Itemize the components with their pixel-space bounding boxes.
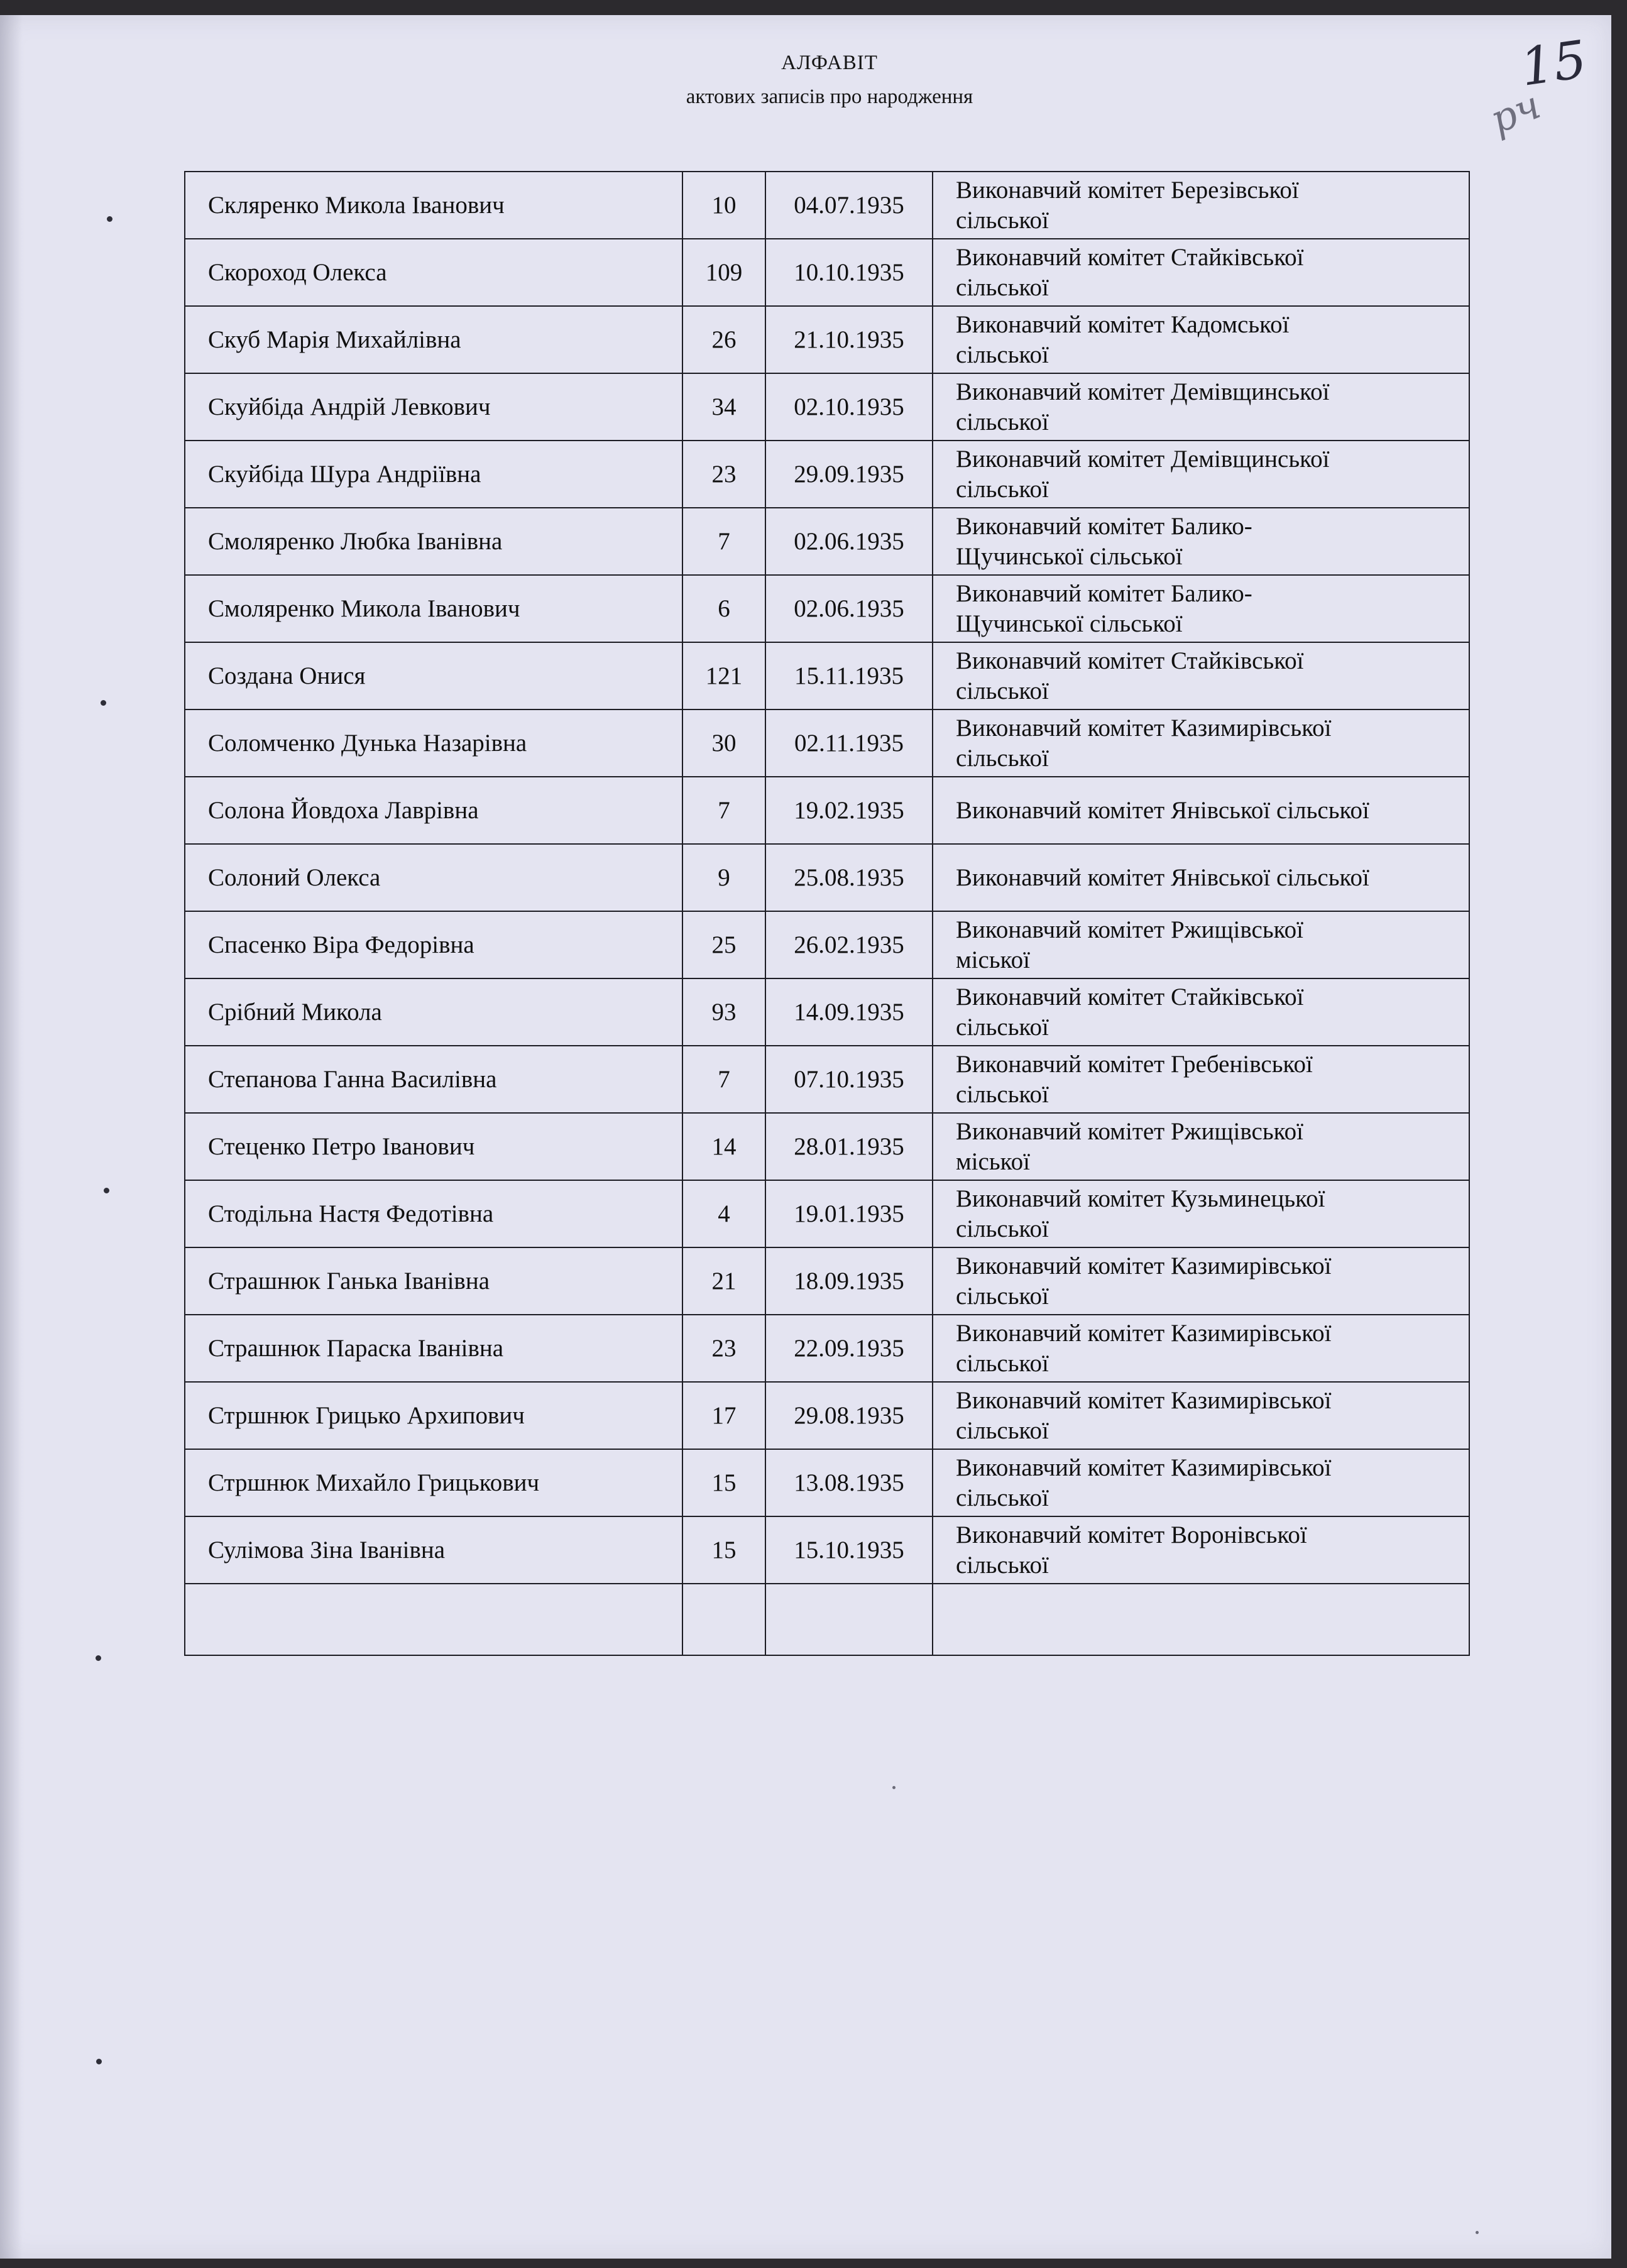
registry-office-cell [933, 1516, 1469, 1584]
record-number-cell [682, 1180, 765, 1247]
empty-cell [933, 1584, 1469, 1655]
record-number: 15 [711, 1536, 737, 1564]
punch-hole-mark [96, 1655, 101, 1661]
table-row [185, 642, 1469, 709]
paper-speck [892, 1786, 896, 1789]
record-date-cell [765, 1046, 933, 1113]
record-number: 23 [711, 460, 737, 488]
table-row [185, 1247, 1469, 1315]
table-row [185, 1516, 1469, 1584]
record-number-cell [682, 1247, 765, 1315]
record-date: 19.02.1935 [794, 796, 904, 824]
person-name: Стеценко Петро Іванович [208, 1132, 475, 1160]
table-row [185, 911, 1469, 978]
record-number: 25 [711, 931, 737, 958]
registry-office-cell [933, 1449, 1469, 1516]
record-date: 26.02.1935 [794, 931, 904, 958]
registry-office-line-2: Щучинської сільської [956, 610, 1183, 637]
registry-office-line-1: Виконавчий комітет Казимирівської [956, 714, 1332, 742]
person-name: Скуйбіда Андрій Левкович [208, 393, 491, 420]
record-number: 109 [705, 258, 743, 286]
record-number-cell [682, 1046, 765, 1113]
record-date: 02.10.1935 [794, 393, 904, 420]
person-name: Смоляренко Микола Іванович [208, 594, 520, 622]
person-name: Скороход Олекса [208, 258, 387, 286]
table-row [185, 441, 1469, 508]
table-row [185, 1180, 1469, 1247]
person-name-cell [185, 1247, 682, 1315]
record-date: 02.06.1935 [794, 594, 904, 622]
registry-office-line-2: сільської [956, 1282, 1049, 1310]
person-name-cell [185, 508, 682, 575]
record-number-cell [682, 777, 765, 844]
registry-office-cell [933, 978, 1469, 1046]
record-date-cell [765, 1180, 933, 1247]
person-name-cell [185, 1449, 682, 1516]
record-date: 15.11.1935 [794, 662, 904, 689]
record-date: 02.06.1935 [794, 527, 904, 555]
punch-hole-mark [104, 1188, 109, 1193]
punch-hole-mark [107, 216, 112, 222]
registry-office-line-2: сільської [956, 1551, 1049, 1579]
table-row [185, 172, 1469, 239]
registry-office-cell [933, 1382, 1469, 1449]
registry-office-line-2: сільської [956, 341, 1049, 368]
record-number-cell [682, 709, 765, 777]
record-number: 26 [711, 326, 737, 353]
person-name: Солоний Олекса [208, 863, 381, 891]
person-name-cell [185, 441, 682, 508]
record-number-cell [682, 172, 765, 239]
registry-office-line-1: Виконавчий комітет Кузьминецької [956, 1185, 1325, 1212]
record-date: 04.07.1935 [794, 191, 904, 219]
registry-office-cell [933, 709, 1469, 777]
record-number-cell [682, 508, 765, 575]
registry-office-line-2: сільської [956, 1416, 1049, 1444]
empty-table-row [185, 1584, 1469, 1655]
person-name: Смоляренко Любка Іванівна [208, 527, 503, 555]
record-date-cell [765, 373, 933, 441]
record-number-cell [682, 441, 765, 508]
record-number-cell [682, 575, 765, 642]
handwritten-archive-mark: рч [1484, 81, 1547, 143]
record-date-cell [765, 777, 933, 844]
registry-office-line-1: Виконавчий комітет Гребенівської [956, 1050, 1313, 1078]
table-row [185, 1449, 1469, 1516]
registry-office-line-2: сільської [956, 744, 1049, 772]
registry-office-line-2: сільської [956, 475, 1049, 503]
table-row [185, 1113, 1469, 1180]
registry-office-cell [933, 441, 1469, 508]
handwritten-page-number: 15 [1516, 30, 1591, 98]
registry-office-line-1: Виконавчий комітет Стайківської [956, 243, 1304, 271]
record-date: 29.08.1935 [794, 1401, 904, 1429]
person-name-cell [185, 777, 682, 844]
registry-office-line-2: сільської [956, 206, 1049, 234]
person-name: Стршнюк Грицько Архипович [208, 1401, 525, 1429]
record-date-cell [765, 1113, 933, 1180]
record-number: 7 [718, 796, 730, 824]
table-row [185, 373, 1469, 441]
registry-office-line-1: Виконавчий комітет Демівщинської [956, 378, 1330, 405]
table-row [185, 1315, 1469, 1382]
registry-office-cell [933, 911, 1469, 978]
person-name-cell [185, 1315, 682, 1382]
empty-cell [682, 1584, 765, 1655]
record-number: 4 [718, 1200, 730, 1227]
document-page [0, 15, 1611, 2259]
record-date-cell [765, 441, 933, 508]
registry-office-line-2: Щучинської сільської [956, 542, 1183, 570]
document-title: АЛФАВІТ [781, 52, 878, 74]
record-date-cell [765, 1449, 933, 1516]
birth-records-table [184, 171, 1470, 1656]
record-date-cell [765, 911, 933, 978]
registry-office-cell [933, 1247, 1469, 1315]
record-number: 10 [711, 191, 737, 219]
record-number-cell [682, 911, 765, 978]
registry-office-line-2: міської [956, 1148, 1030, 1175]
record-date: 14.09.1935 [794, 998, 904, 1026]
record-date-cell [765, 978, 933, 1046]
record-number-cell [682, 1315, 765, 1382]
record-number-cell [682, 1382, 765, 1449]
registry-office-cell [933, 642, 1469, 709]
record-number-cell [682, 306, 765, 373]
registry-office-line-1: Виконавчий комітет Балико- [956, 579, 1252, 607]
registry-office-cell [933, 1113, 1469, 1180]
registry-office-line-2: сільської [956, 1484, 1049, 1511]
record-number: 21 [711, 1267, 737, 1295]
paper-speck [1476, 2231, 1479, 2234]
record-date: 21.10.1935 [794, 326, 904, 353]
person-name: Стодільна Настя Федотівна [208, 1200, 494, 1227]
registry-office-line-2: сільської [956, 1215, 1049, 1242]
record-number: 14 [711, 1132, 737, 1160]
record-number-cell [682, 1516, 765, 1584]
record-date-cell [765, 642, 933, 709]
registry-office-cell [933, 1315, 1469, 1382]
table-row [185, 709, 1469, 777]
record-date-cell [765, 1247, 933, 1315]
record-date-cell [765, 172, 933, 239]
person-name: Степанова Ганна Василівна [208, 1065, 497, 1093]
person-name-cell [185, 642, 682, 709]
person-name-cell [185, 239, 682, 306]
record-number-cell [682, 1449, 765, 1516]
record-date: 22.09.1935 [794, 1334, 904, 1362]
table-row [185, 1382, 1469, 1449]
registry-office-line-2: міської [956, 946, 1030, 973]
punch-hole-mark [101, 700, 106, 706]
registry-office-cell [933, 1046, 1469, 1113]
page-edge-shadow [0, 15, 23, 2259]
person-name-cell [185, 373, 682, 441]
person-name-cell [185, 1516, 682, 1584]
registry-office-line-1: Виконавчий комітет Балико- [956, 512, 1252, 540]
registry-office-line-1: Виконавчий комітет Казимирівської [956, 1252, 1332, 1279]
record-date-cell [765, 1382, 933, 1449]
table-row [185, 844, 1469, 911]
record-date: 15.10.1935 [794, 1536, 904, 1564]
registry-office-line-1: Виконавчий комітет Янівської сільської [956, 796, 1369, 824]
record-date-cell [765, 1516, 933, 1584]
person-name-cell [185, 978, 682, 1046]
person-name: Соломченко Дунька Назарівна [208, 729, 527, 757]
registry-office-line-2: сільської [956, 1349, 1049, 1377]
registry-office-cell [933, 1180, 1469, 1247]
person-name-cell [185, 709, 682, 777]
registry-office-line-1: Виконавчий комітет Ржищівської [956, 1117, 1303, 1145]
registry-office-cell [933, 844, 1469, 911]
empty-cell [185, 1584, 682, 1655]
record-number: 34 [711, 393, 737, 420]
punch-hole-mark [96, 2059, 102, 2064]
registry-office-cell [933, 508, 1469, 575]
record-number: 6 [718, 594, 730, 622]
record-date: 18.09.1935 [794, 1267, 904, 1295]
record-date: 02.11.1935 [794, 729, 904, 757]
record-date-cell [765, 709, 933, 777]
person-name-cell [185, 844, 682, 911]
record-date: 10.10.1935 [794, 258, 904, 286]
registry-office-cell [933, 575, 1469, 642]
record-number: 121 [705, 662, 743, 689]
record-date-cell [765, 1315, 933, 1382]
record-date: 25.08.1935 [794, 863, 904, 891]
record-number-cell [682, 844, 765, 911]
person-name: Скуйбіда Шура Андріївна [208, 460, 481, 488]
person-name: Срібний Микола [208, 998, 382, 1026]
record-number: 15 [711, 1469, 737, 1496]
table-row [185, 978, 1469, 1046]
person-name-cell [185, 575, 682, 642]
record-date-cell [765, 575, 933, 642]
registry-office-cell [933, 239, 1469, 306]
registry-office-line-1: Виконавчий комітет Демівщинської [956, 445, 1330, 473]
table-row [185, 777, 1469, 844]
document-subtitle: актових записів про народження [686, 85, 973, 108]
registry-office-line-1: Виконавчий комітет Казимирівської [956, 1454, 1332, 1481]
empty-cell [765, 1584, 933, 1655]
record-number: 93 [711, 998, 737, 1026]
table-row [185, 1046, 1469, 1113]
record-date: 29.09.1935 [794, 460, 904, 488]
person-name: Стршнюк Михайло Грицькович [208, 1469, 540, 1496]
person-name-cell [185, 306, 682, 373]
registry-office-line-1: Виконавчий комітет Казимирівської [956, 1319, 1332, 1347]
person-name: Скляренко Микола Іванович [208, 191, 505, 219]
table-row [185, 508, 1469, 575]
registry-office-line-1: Виконавчий комітет Кадомської [956, 310, 1290, 338]
person-name-cell [185, 911, 682, 978]
registry-office-line-1: Виконавчий комітет Ржищівської [956, 916, 1303, 943]
registry-office-line-1: Виконавчий комітет Янівської сільської [956, 863, 1369, 891]
registry-office-line-1: Виконавчий комітет Воронівської [956, 1521, 1307, 1548]
person-name: Скуб Марія Михайлівна [208, 326, 461, 353]
person-name-cell [185, 1382, 682, 1449]
person-name: Солона Йовдоха Лаврівна [208, 796, 479, 824]
registry-office-cell [933, 172, 1469, 239]
record-number: 23 [711, 1334, 737, 1362]
registry-office-line-1: Виконавчий комітет Березівської [956, 176, 1299, 204]
registry-office-line-2: сільської [956, 677, 1049, 704]
records-table-body [185, 172, 1469, 1655]
record-date-cell [765, 239, 933, 306]
record-date-cell [765, 306, 933, 373]
record-number-cell [682, 239, 765, 306]
person-name: Создана Онися [208, 662, 366, 689]
person-name: Спасенко Віра Федорівна [208, 931, 474, 958]
record-number: 7 [718, 1065, 730, 1093]
registry-office-line-1: Виконавчий комітет Стайківської [956, 647, 1304, 674]
registry-office-cell [933, 306, 1469, 373]
table-row [185, 239, 1469, 306]
record-date: 07.10.1935 [794, 1065, 904, 1093]
person-name-cell [185, 1180, 682, 1247]
record-number: 9 [718, 863, 730, 891]
record-number-cell [682, 373, 765, 441]
record-number-cell [682, 642, 765, 709]
table-row [185, 575, 1469, 642]
person-name-cell [185, 172, 682, 239]
registry-office-line-2: сільської [956, 273, 1049, 301]
table-row [185, 306, 1469, 373]
record-number: 7 [718, 527, 730, 555]
registry-office-line-1: Виконавчий комітет Казимирівської [956, 1386, 1332, 1414]
record-date: 13.08.1935 [794, 1469, 904, 1496]
registry-office-line-2: сільської [956, 1080, 1049, 1108]
person-name: Страшнюк Ганька Іванівна [208, 1267, 490, 1295]
record-number: 17 [711, 1401, 737, 1429]
person-name-cell [185, 1113, 682, 1180]
record-date-cell [765, 844, 933, 911]
person-name-cell [185, 1046, 682, 1113]
registry-office-line-2: сільської [956, 408, 1049, 436]
record-date: 28.01.1935 [794, 1132, 904, 1160]
record-number-cell [682, 978, 765, 1046]
record-number: 30 [711, 729, 737, 757]
person-name: Сулімова Зіна Іванівна [208, 1536, 446, 1564]
person-name: Страшнюк Параска Іванівна [208, 1334, 504, 1362]
registry-office-line-1: Виконавчий комітет Стайківської [956, 983, 1304, 1011]
registry-office-cell [933, 777, 1469, 844]
record-date-cell [765, 508, 933, 575]
record-number-cell [682, 1113, 765, 1180]
registry-office-cell [933, 373, 1469, 441]
registry-office-line-2: сільської [956, 1013, 1049, 1041]
record-date: 19.01.1935 [794, 1200, 904, 1227]
